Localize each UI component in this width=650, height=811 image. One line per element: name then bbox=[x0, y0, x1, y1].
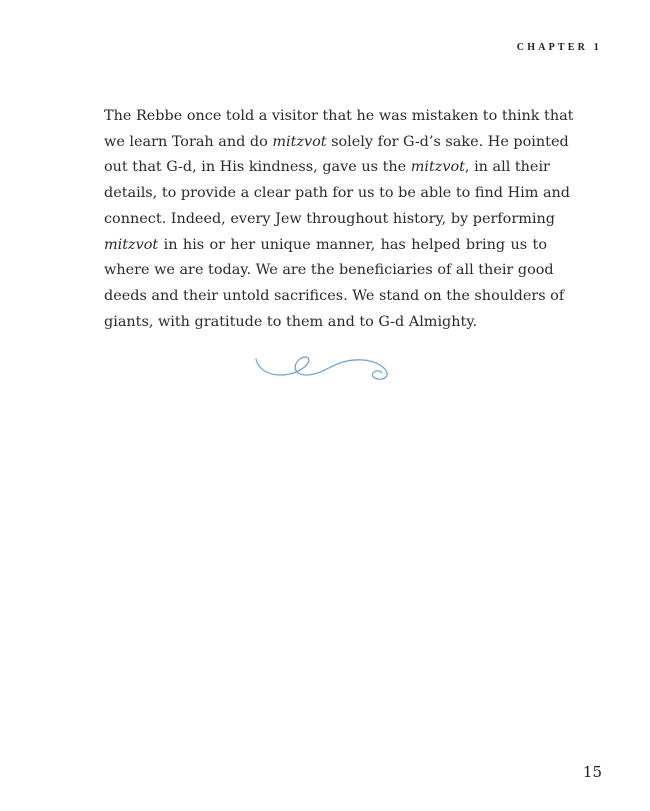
text-line bbox=[104, 258, 554, 284]
text-line bbox=[104, 310, 547, 336]
text-run: out that G-d, in His kindness, gave us the bbox=[104, 159, 411, 176]
text-line bbox=[104, 233, 547, 259]
flourish-ornament-icon bbox=[254, 349, 394, 385]
text-line bbox=[104, 104, 574, 130]
italic-term: mitzvot bbox=[410, 159, 465, 176]
text-line bbox=[104, 207, 555, 233]
text-line bbox=[104, 130, 569, 156]
text-run: deeds and their untold sacrifices. We stand on the shoulders of bbox=[104, 287, 565, 304]
text-line bbox=[104, 155, 550, 181]
text-line bbox=[104, 284, 565, 310]
text-run: The Rebbe once told a visitor that he was mistaken to think that bbox=[104, 108, 574, 124]
text-run: in his or her unique manner, has helped bring us to bbox=[158, 236, 547, 253]
text-run: , in all their bbox=[464, 159, 550, 176]
text-run: giants, with gratitude to them and to G-d Almighty. bbox=[104, 313, 478, 330]
italic-term: mitzvot bbox=[272, 133, 327, 150]
page-number: 15 bbox=[582, 763, 602, 781]
body-paragraph bbox=[104, 104, 574, 335]
text-run: connect. Indeed, every Jew throughout history, by performing bbox=[104, 210, 555, 227]
text-line bbox=[104, 181, 571, 207]
text-run: where we are today. We are the beneficiaries of all their good bbox=[104, 262, 554, 279]
italic-term: mitzvot bbox=[104, 236, 159, 253]
text-run: we learn Torah and do bbox=[104, 133, 273, 150]
running-head: CHAPTER 1 bbox=[516, 42, 602, 53]
text-run: solely for G-d’s sake. He pointed bbox=[326, 133, 569, 150]
text-run: details, to provide a clear path for us to be able to find Him and bbox=[104, 185, 571, 202]
